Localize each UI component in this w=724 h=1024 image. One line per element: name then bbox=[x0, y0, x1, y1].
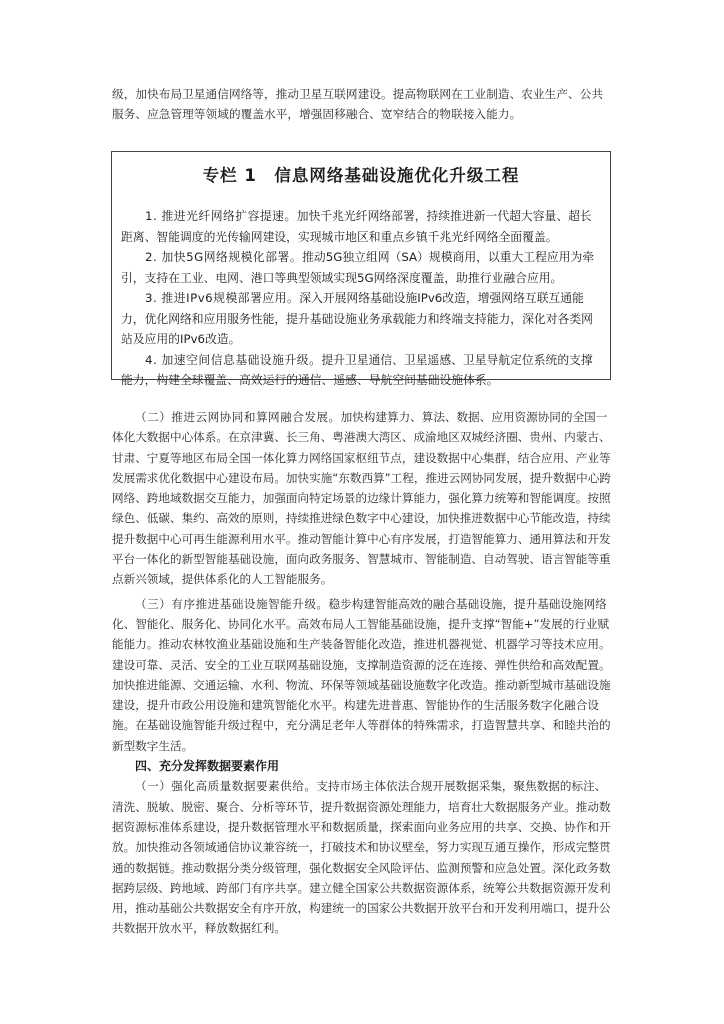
paragraph-lead: （三）有序推进基础设施智能升级。 bbox=[135, 596, 329, 611]
column-item-text: 深入开展网络基础设施IPv6改造，增强网络互联互通能力，优化网络和应用服务性能，提升基础设施业务承载能力和终端支持能力，深化对各类网站及应用的IPv6改造。 bbox=[121, 291, 593, 346]
column-item-ipv6 bbox=[121, 288, 603, 350]
column-box-1 bbox=[111, 151, 611, 387]
intro-paragraph: 级，加快布局卫星通信网络等，推动卫星互联网建设。提高物联网在工业制造、农业生产、公共服务、应急管理等领域的覆盖水平，增强固移融合、宽窄结合的物联接入能力。 bbox=[112, 87, 604, 121]
paragraph-data-supply bbox=[112, 776, 614, 938]
paragraph-lead: （一）强化高质量数据要素供给。 bbox=[135, 779, 317, 794]
paragraph-smart-upgrade bbox=[112, 594, 614, 756]
column-item-5g bbox=[121, 247, 603, 288]
column-item-space bbox=[121, 350, 603, 391]
column-box-body bbox=[121, 206, 603, 391]
paragraph-lead: （二）推进云网协同和算网融合发展。 bbox=[135, 410, 341, 424]
section-heading-four: 四、充分发挥数据要素作用 bbox=[135, 759, 280, 774]
paragraph-text: 加快构建算力、算法、数据、应用资源协同的全国一体化大数据中心体系。在京津冀、长三角、粤港澳大湾区、成渝地区双城经济圈、贵州、内蒙古、甘肃、宁夏等地区布局全国一体化算力网络国家枢纽节点，建设数据中心集群，结合应用、产业等发展需求优化数据中心建设布局。加快实施“东数西算”工程，推进云网协同发展，提升数据中心跨网络、跨地域数据交互能力，加强面向特定场景的边缘计算能力，强化算力统筹和智能调度。按照绿色、低碳、集约、高效的原则，持续推进绿色数字中心建设，加快推进数据中心节能改造，持续提升数据中心可再生能源利用水平。推动智能计算中心有序发展，打造智能算力、通用算法和开发平台一体化的新型智能基础设施，面向政务服务、智慧城市、智能制造、自动驾驶、语言智能等重点新兴领域，提供体系化的人工智能服务。 bbox=[112, 410, 611, 587]
column-item-lead: 4. 加速空间信息基础设施升级。 bbox=[145, 352, 322, 367]
paragraph-text: 稳步构建智能高效的融合基础设施，提升基础设施网络化、智能化、服务化、协同化水平。高效布局人工智能基础设施，提升支撑“智能+”发展的行业赋能能力。推动农林牧渔业基础设施和生产装备智能化改造，推进机器视觉、机器学习等技术应用。建设可靠、灵活、安全的工业互联网基础设施，支撑制造资源的泛在连接、弹性供给和高效配置。加快推进能源、交通运输、水利、物流、环保等领域基础设施数字化改造。推动新型城市基础设施建设，提升市政公用设施和建筑智能化水平。构建先进普惠、智能协作的生活服务数字化融合设施。在基础设施智能升级过程中，充分满足老年人等群体的特殊需求，打造智慧共享、和睦共治的新型数字生活。 bbox=[112, 596, 611, 753]
column-item-text: 推动5G独立组网（SA）规模商用，以重大工程应用为牵引，支持在工业、电网、港口等典型领域实现5G网络深度覆盖，助推行业融合应用。 bbox=[121, 250, 595, 285]
column-item-fiber bbox=[121, 206, 603, 247]
column-box-title: 专栏 1 信息网络基础设施优化升级工程 bbox=[202, 166, 520, 185]
column-item-lead: 3. 推进IPv6规模部署应用。 bbox=[145, 291, 300, 305]
column-item-text: 加快千兆光纤网络部署，持续推进新一代超大容量、超长距离、智能调度的光传输网建设，实现城市地区和重点乡镇千兆光纤网络全面覆盖。 bbox=[121, 209, 592, 244]
paragraph-text: 支持市场主体依法合规开展数据采集，聚焦数据的标注、清洗、脱敏、脱密、聚合、分析等环节，提升数据资源处理能力，培育壮大数据服务产业。推动数据资源标准体系建设，提升数据管理水平和数据质量，探索面向业务应用的共享、交换、协作和开放。加快推动各领域通信协议兼容统一，打破技术和协议壁垒，努力实现互通互操作，形成完整贯通的数据链。推动数据分类分级管理，强化数据安全风险评估、监测预警和应急处置。深化政务数据跨层级、跨地域、跨部门有序共享。建立健全国家公共数据资源体系，统筹公共数据资源开发利用，推动基础公共数据安全有序开放，构建统一的国家公共数据开放平台和开发利用端口，提升公共数据开放水平，释放数据红利。 bbox=[112, 779, 611, 936]
column-item-lead: 1. 推进光纤网络扩容提速。 bbox=[145, 209, 297, 223]
column-item-text: 提升卫星通信、卫星遥感、卫星导航定位系统的支撑能力，构建全球覆盖、高效运行的通信、遥感、导航空间基础设施体系。 bbox=[121, 352, 593, 387]
paragraph-cloud-network bbox=[112, 407, 614, 590]
main-body bbox=[112, 407, 614, 939]
column-item-lead: 2. 加快5G网络规模化部署。 bbox=[145, 250, 303, 264]
